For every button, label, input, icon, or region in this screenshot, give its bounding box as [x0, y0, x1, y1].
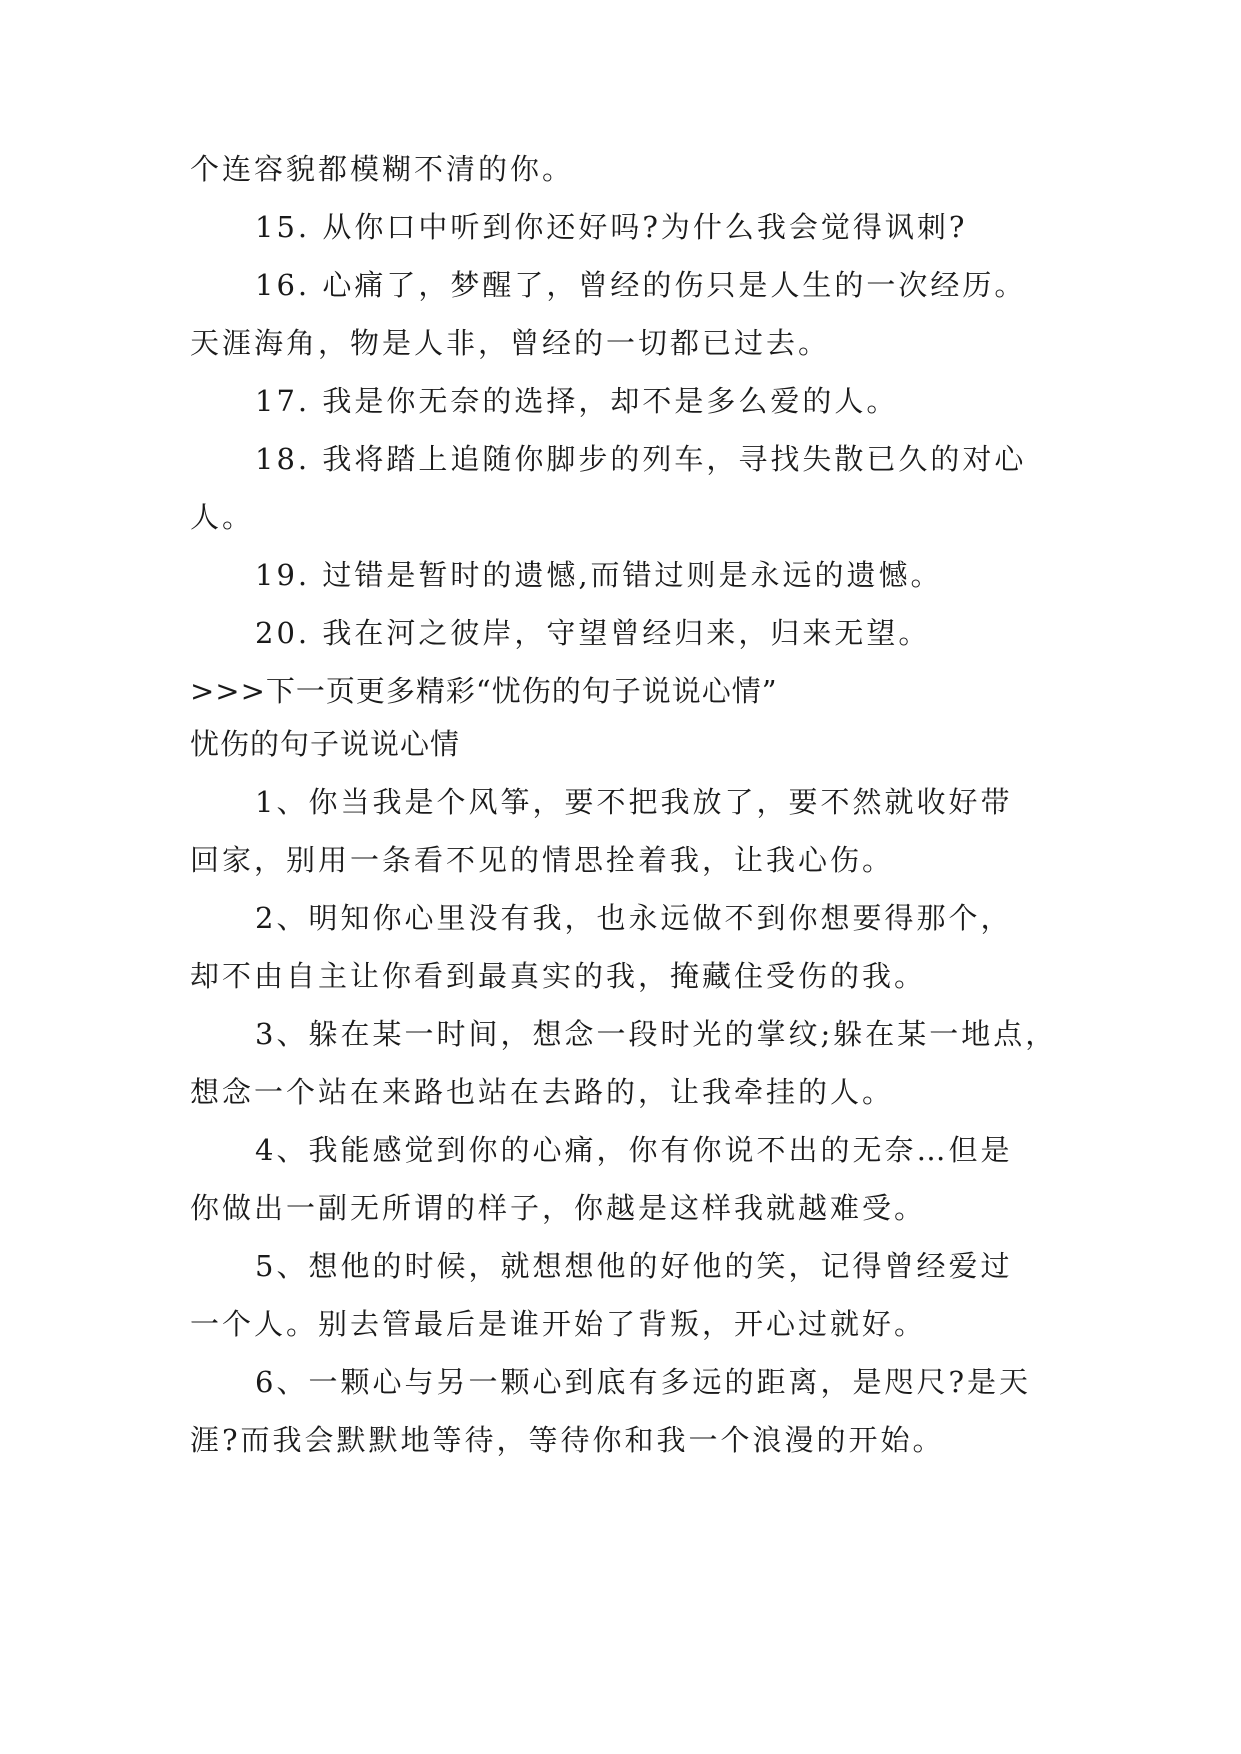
text-line: 想念一个站在来路也站在去路的，让我牵挂的人。	[190, 1075, 895, 1109]
text-line: 涯?而我会默默地等待，等待你和我一个浪漫的开始。	[190, 1423, 945, 1457]
text-line: 1、你当我是个风筝，要不把我放了，要不然就收好带	[255, 785, 1013, 819]
text-line: 16. 心痛了，梦醒了，曾经的伤只是人生的一次经历。	[255, 268, 1027, 302]
text-line: 一个人。别去管最后是谁开始了背叛，开心过就好。	[190, 1307, 927, 1341]
text-line: 15. 从你口中听到你还好吗?为什么我会觉得讽刺?	[255, 210, 968, 244]
text-line: 你做出一副无所谓的样子，你越是这样我就越难受。	[190, 1191, 927, 1225]
text-line: 天涯海角，物是人非，曾经的一切都已过去。	[190, 326, 831, 360]
text-line: 4、我能感觉到你的心痛，你有你说不出的无奈…但是	[255, 1133, 1013, 1167]
text-line: 2、明知你心里没有我，也永远做不到你想要得那个，	[255, 901, 1013, 935]
text-line: 19. 过错是暂时的遗憾,而错过则是永远的遗憾。	[255, 558, 943, 592]
text-line: 人。	[190, 500, 255, 534]
text-line: 个连容貌都模糊不清的你。	[190, 152, 575, 186]
text-line: 18. 我将踏上追随你脚步的列车，寻找失散已久的对心	[255, 442, 1027, 476]
section-heading: 忧伤的句子说说心情	[190, 727, 461, 761]
section-2	[190, 715, 1070, 1469]
text-line: 6、一颗心与另一颗心到底有多远的距离，是咫尺?是天	[255, 1365, 1031, 1399]
text-line: 3、躲在某一时间，想念一段时光的掌纹;躲在某一地点，	[255, 1017, 1058, 1051]
section-1	[190, 140, 1070, 720]
text-line: 却不由自主让你看到最真实的我，掩藏住受伤的我。	[190, 959, 927, 993]
next-page-link[interactable]: >>>下一页更多精彩“忧伤的句子说说心情”	[190, 674, 778, 708]
text-line: 回家，别用一条看不见的情思拴着我，让我心伤。	[190, 843, 895, 877]
text-line: 20. 我在河之彼岸，守望曾经归来，归来无望。	[255, 616, 931, 650]
text-line: 5、想他的时候，就想想他的好他的笑，记得曾经爱过	[255, 1249, 1013, 1283]
text-line: 17. 我是你无奈的选择，却不是多么爱的人。	[255, 384, 899, 418]
